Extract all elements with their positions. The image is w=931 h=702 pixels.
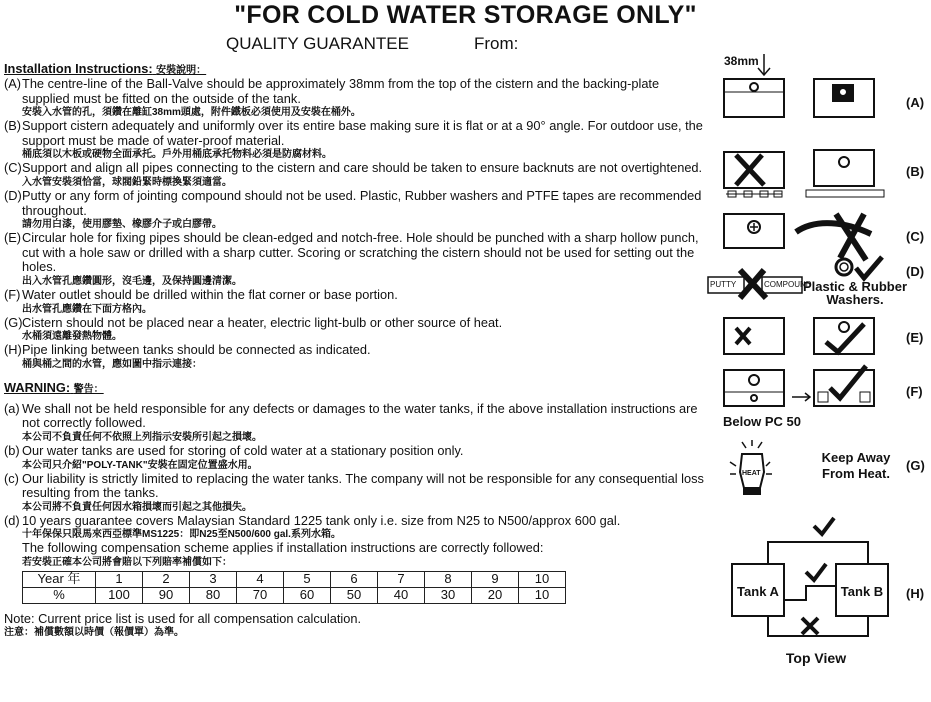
diagram-b xyxy=(724,150,884,197)
diagram-c xyxy=(724,214,871,260)
installation-item-text: Support and align all pipes connecting to the cistern and care should be taken to ensure backnuts are not overtightened. xyxy=(22,160,703,176)
top-view-label: Top View xyxy=(785,650,847,666)
note-cn: 注意：補償數額以時價（報價單）為準。 xyxy=(4,627,184,639)
warning-item xyxy=(4,444,704,472)
installation-item-label: (G) xyxy=(4,314,23,330)
installation-item-label: (C) xyxy=(4,160,22,176)
installation-item-text: Pipe linking between tanks should be connected as indicated. xyxy=(22,342,371,358)
warning-item-label: (a) xyxy=(4,400,20,416)
label-d: (D) xyxy=(906,264,925,279)
warning-item-cn: 十年保保只限馬來西亞標準MS1225：即N25至N500/600 gal.系列水箱。 xyxy=(22,529,341,541)
installation-item-label: (D) xyxy=(4,187,22,203)
year-cell: 1 xyxy=(96,571,143,587)
warning-item-text: We shall not be held responsible for any defects or damages to the water tanks, if the above installation instructions are not correctly followed. xyxy=(22,400,698,431)
tank-b-label: Tank B xyxy=(840,584,884,599)
label-a: (A) xyxy=(906,95,925,110)
warning-item-body xyxy=(22,472,704,514)
installation-heading-cn: 安裝說明： xyxy=(156,65,207,76)
diagram-h xyxy=(732,518,888,636)
percent-cell: 10 xyxy=(519,587,566,603)
diagram-g xyxy=(730,440,772,494)
warning-item-label: (d) xyxy=(4,512,20,528)
table-row-percent xyxy=(23,587,566,603)
label-h: (H) xyxy=(906,586,925,601)
year-cell: 7 xyxy=(378,571,425,587)
installation-list xyxy=(4,77,704,371)
tank-a-label: Tank A xyxy=(737,584,779,599)
installation-item xyxy=(4,316,704,344)
year-cell: 8 xyxy=(425,571,472,587)
percent-cell: 20 xyxy=(472,587,519,603)
compensation-table xyxy=(22,571,566,604)
warning-heading xyxy=(4,381,704,396)
percent-cell: 90 xyxy=(143,587,190,603)
installation-item-body xyxy=(22,189,704,231)
warning-item-label: (b) xyxy=(4,442,20,458)
warning-item-text: Our water tanks are used for storing of cold water at a stationary position only. xyxy=(22,442,464,458)
warning-heading-cn: 警告： xyxy=(73,383,104,395)
scheme-cn: 若安裝正確本公司將會賠以下列賠率補償如下： xyxy=(22,556,232,568)
installation-item-cn: 桶底須以木板或硬物全面承托。戶外用桶底承托物料必須是防腐材料。 xyxy=(22,149,332,161)
compound-label: COMPOUND xyxy=(764,280,812,289)
installation-heading-text: Installation Instructions: xyxy=(4,61,153,76)
table-row-year xyxy=(23,571,566,587)
installation-item-label: (H) xyxy=(4,342,22,358)
label-b: (B) xyxy=(906,164,925,179)
page-title: "FOR COLD WATER STORAGE ONLY" xyxy=(234,1,697,29)
label-c: (C) xyxy=(906,229,925,244)
washers-label: Plastic & Rubber Washers. xyxy=(802,279,908,307)
installation-item-body xyxy=(22,77,704,119)
label-e: (E) xyxy=(906,330,924,345)
installation-item xyxy=(4,288,704,316)
diagrams-svg xyxy=(706,52,931,702)
installation-item-body xyxy=(22,316,704,344)
installation-item-body xyxy=(22,119,704,161)
year-cell: 10 xyxy=(519,571,566,587)
year-cell: 6 xyxy=(331,571,378,587)
warning-item-cn: 本公司只介紹"POLY-TANK"安裝在固定位置盛水用。 xyxy=(22,459,258,471)
below-pc50-label: Below PC 50 xyxy=(722,414,802,429)
keep-away-label: Keep Away From Heat. xyxy=(821,450,891,481)
dim-38mm: 38mm xyxy=(724,54,759,68)
warning-item-text: 10 years guarantee covers Malaysian Standard 1225 tank only i.e. size from N25 to N500/approx 600 gal. xyxy=(22,512,621,528)
installation-item-label: (A) xyxy=(4,76,22,91)
installation-item-cn: 安裝入水管的孔，須鑽在離缸38mm頭處，附件鐵板必須使用及安裝在桶外。 xyxy=(22,107,361,119)
warning-item-body xyxy=(22,514,704,542)
installation-item-body xyxy=(22,231,704,288)
installation-item-text: Cistern should not be placed near a heater, electric light-bulb or other source of heat. xyxy=(22,314,503,330)
installation-item-body xyxy=(22,343,704,371)
heat-label: HEAT xyxy=(742,470,761,477)
from-label: From: xyxy=(474,34,519,53)
installation-item-text: The centre-line of the Ball-Valve should be approximately 38mm from the top of the cistern and the backing-plate supplied must be fitted on the outside of the tank. xyxy=(22,76,660,106)
year-cell: 5 xyxy=(284,571,331,587)
installation-heading xyxy=(4,62,704,77)
installation-item-text: Water outlet should be drilled within the flat corner or base portion. xyxy=(22,286,398,302)
warning-item xyxy=(4,514,704,542)
warning-item-text: Our liability is strictly limited to replacing the water tanks. The company will not be responsible for any consequential loss resulting from the tanks. xyxy=(22,470,704,501)
installation-item xyxy=(4,189,704,231)
installation-item-cn: 請勿用白漆，使用膠墊、橡膠介子或白膠帶。 xyxy=(22,219,222,231)
installation-item-text: Putty or any form of jointing compound should not be used. Plastic, Rubber washers and PTFE tapes are recommended throughout. xyxy=(22,187,702,218)
installation-item xyxy=(4,119,704,161)
warning-item-cn: 本公司將不負責任何因水箱損壞而引起之其他損失。 xyxy=(22,501,252,513)
quality-guarantee: QUALITY GUARANTEE xyxy=(226,34,409,53)
warning-item-body xyxy=(22,402,704,444)
label-g: (G) xyxy=(906,458,925,473)
warning-item xyxy=(4,472,704,514)
year-cell: 4 xyxy=(237,571,284,587)
installation-item xyxy=(4,161,704,189)
year-cell: 2 xyxy=(143,571,190,587)
installation-item-label: (B) xyxy=(4,118,22,134)
installation-item-cn: 入水管安裝須恰當，球閥鉛緊時標換緊須適當。 xyxy=(22,176,232,188)
instructions-column xyxy=(4,62,704,639)
note-text: Note: Current price list is used for all compensation calculation. xyxy=(4,610,362,626)
warning-item-cn: 本公司不負責任何不依照上列指示安裝所引起之損壞。 xyxy=(22,431,262,443)
installation-item-cn: 桶與桶之間的水管，應如圖中指示連接： xyxy=(22,358,202,370)
percent-cell: 100 xyxy=(96,587,143,603)
installation-item-cn: 出入水管孔應鑽圓形，沒毛邊，及保持圓邊清潔。 xyxy=(22,275,242,287)
installation-item xyxy=(4,77,704,119)
scheme-text: The following compensation scheme applies if installation instructions are correctly followed: xyxy=(22,540,544,556)
installation-item-label: (E) xyxy=(4,230,22,246)
percent-cell: 40 xyxy=(378,587,425,603)
installation-item-cn: 水桶須遠離發熱物體。 xyxy=(22,331,122,343)
installation-item-text: Support cistern adequately and uniformly over its entire base making sure it is flat or at a 90° angle. For outdoor use, the support must be made of water-proof material. xyxy=(22,118,703,148)
installation-item-body xyxy=(22,161,704,189)
percent-cell: 50 xyxy=(331,587,378,603)
year-header: Year 年 xyxy=(23,571,96,587)
installation-item-cn: 出水管孔應鑽在下面方格內。 xyxy=(22,303,152,315)
percent-cell: 70 xyxy=(237,587,284,603)
diagram-f xyxy=(724,366,874,406)
installation-item-label: (F) xyxy=(4,286,21,302)
percent-cell: 60 xyxy=(284,587,331,603)
diagram-e xyxy=(724,318,874,354)
percent-header: % xyxy=(23,587,96,603)
warning-list xyxy=(4,402,704,542)
installation-item xyxy=(4,231,704,288)
year-cell: 3 xyxy=(190,571,237,587)
label-f: (F) xyxy=(906,384,923,399)
putty-label: PUTTY xyxy=(710,280,737,289)
warning-heading-text: WARNING: xyxy=(4,379,71,395)
percent-cell: 80 xyxy=(190,587,237,603)
year-cell: 9 xyxy=(472,571,519,587)
percent-cell: 30 xyxy=(425,587,472,603)
installation-item-body xyxy=(22,288,704,316)
warning-item-body xyxy=(22,444,704,472)
installation-item xyxy=(4,343,704,371)
warning-item-label: (c) xyxy=(4,470,19,486)
warning-item xyxy=(4,402,704,444)
installation-item-text: Circular hole for fixing pipes should be clean-edged and notch-free. Hole should be punched with a sharp hollow punch, cut with a hole saw or drilled with a sharp cutter. Scoring or scratching the cistern should not be used for setting out the holes. xyxy=(22,230,699,275)
diagram-panel xyxy=(706,52,931,702)
